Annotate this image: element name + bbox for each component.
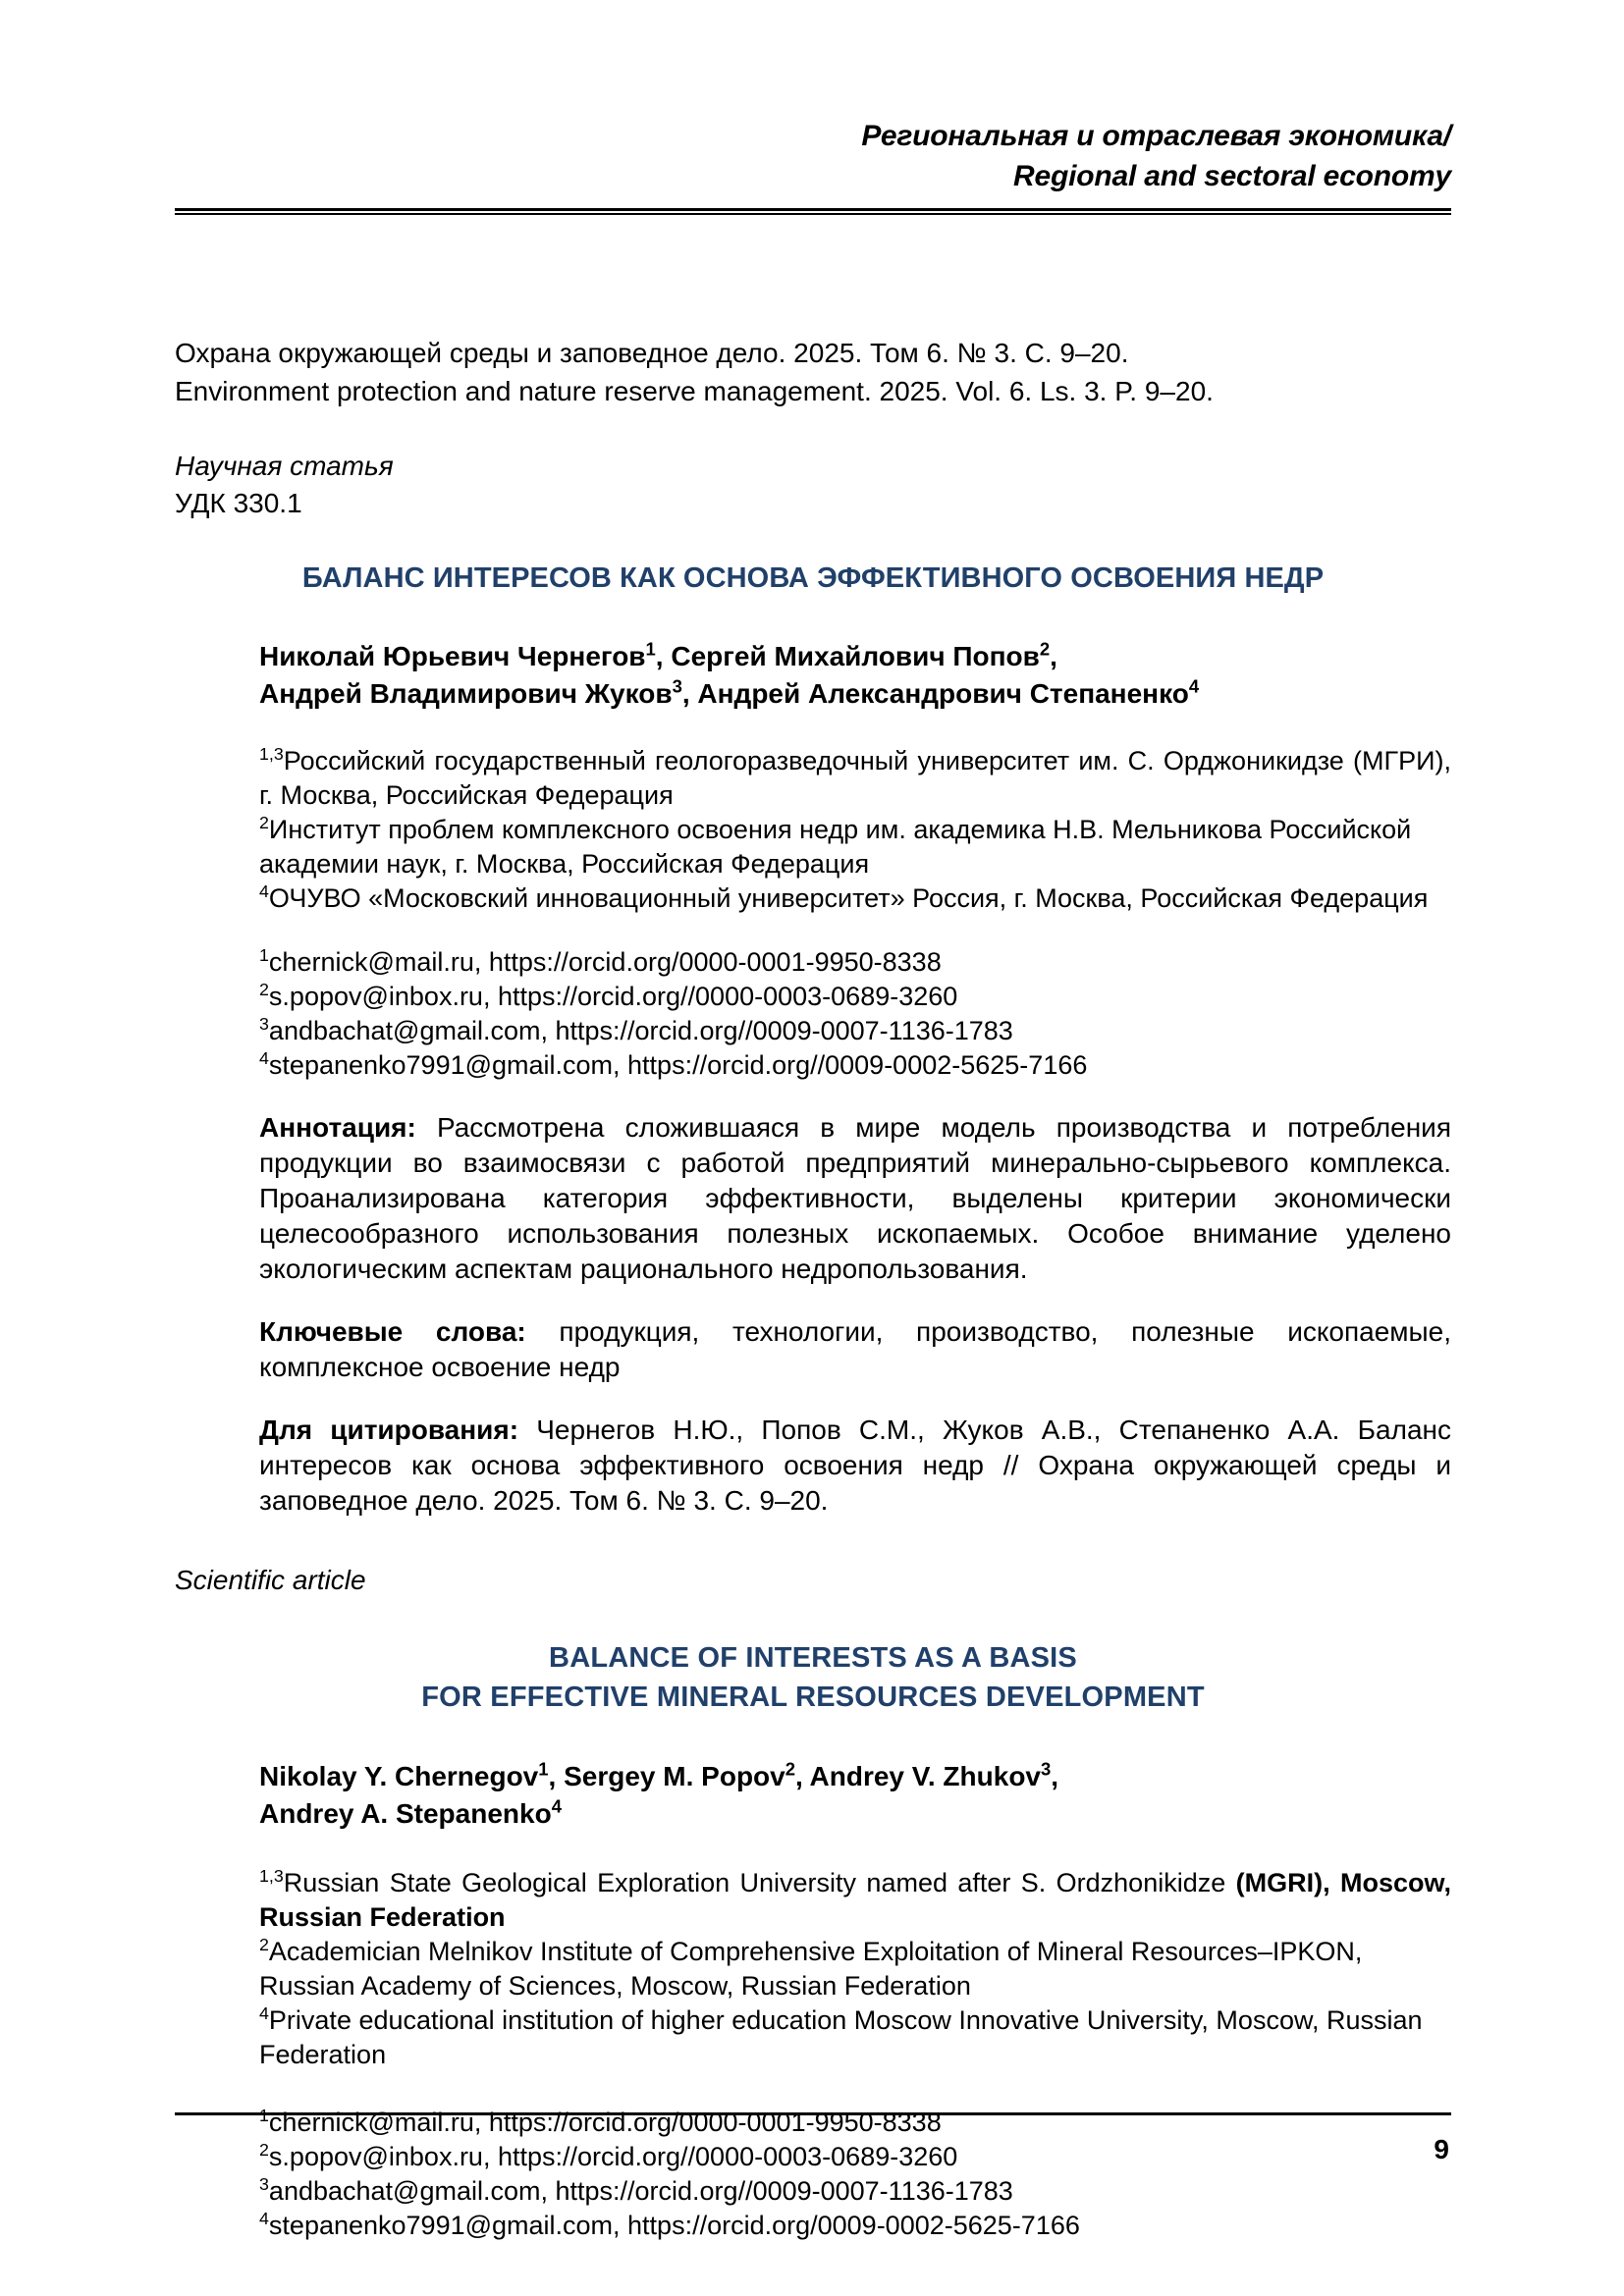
- contact-en-3-text[interactable]: andbachat@gmail.com, https://orcid.org//0009-0007-1136-1783: [268, 2176, 1013, 2206]
- contact-ru-item: [259, 980, 1451, 1014]
- affiliation-en-1-text-bold: (MGRI), Moscow, Russian Federation: [259, 1868, 1451, 1932]
- journal-citation-ru: Охрана окружающей среды и заповедное дело. 2025. Том 6. № 3. С. 9–20.: [175, 338, 1129, 368]
- contact-en-2-marker: 2: [259, 2140, 269, 2160]
- affiliation-ru-2-text: Институт проблем комплексного освоения недр им. академика Н.В. Мельникова Российской академии наук, г. Москва, Российская Федерация: [259, 815, 1412, 879]
- author-en-1-marker: 1: [538, 1758, 549, 1780]
- affiliation-ru-item: [259, 813, 1451, 881]
- contact-ru-1-marker: 1: [259, 945, 269, 965]
- affiliation-en-3-marker: 4: [259, 2003, 269, 2023]
- author-ru-1-marker: 1: [645, 638, 656, 660]
- english-metadata-block: [259, 1758, 1451, 2243]
- authors-en-line-1: [259, 1758, 1451, 1795]
- contact-ru-4-marker: 4: [259, 1048, 269, 1068]
- abstract-ru: [259, 1110, 1451, 1287]
- keywords-ru: [259, 1314, 1451, 1385]
- affiliation-ru-1-marker: 1,3: [259, 744, 284, 764]
- affiliation-en-2-text: Academician Melnikov Institute of Comprehensive Exploitation of Mineral Resources–IPKON, Russian Academy of Sciences, Moscow, Russian Federation: [259, 1937, 1363, 2001]
- contact-ru-item: [259, 1048, 1451, 1083]
- for-citation-label: Для цитирования:: [259, 1415, 519, 1445]
- footer-rule: [175, 2112, 1451, 2115]
- affiliations-ru: [259, 744, 1451, 916]
- for-citation-ru: [259, 1413, 1451, 1519]
- article-type-ru: Научная статья: [175, 451, 394, 481]
- udc-code: УДК 330.1: [175, 488, 302, 518]
- contacts-ru: [259, 945, 1451, 1083]
- journal-citation: [175, 334, 1451, 410]
- author-ru-2-marker: 2: [1039, 638, 1051, 660]
- affiliation-ru-2-marker: 2: [259, 813, 269, 832]
- author-en-1-name: Nikolay Y. Chernegov: [259, 1761, 539, 1791]
- contact-en-3-marker: 3: [259, 2174, 269, 2194]
- page-number: 9: [1434, 2134, 1449, 2164]
- contact-en-1-text[interactable]: chernick@mail.ru, https://orcid.org/0000-0001-9950-8338: [268, 2108, 942, 2137]
- article-title-en: [175, 1638, 1451, 1717]
- affiliation-en-item: [259, 1866, 1451, 1935]
- for-citation-text: Чернегов Н.Ю., Попов С.М., Жуков А.В., Степаненко А.А. Баланс интересов как основа эффективного освоения недр // Охрана окружающей среды и заповедное дело. 2025. Том 6. № 3. С. 9–20.: [259, 1415, 1451, 1516]
- author-ru-4-name: , Андрей Александрович Степаненко: [681, 678, 1189, 709]
- running-head: [175, 116, 1451, 196]
- contact-ru-3-text[interactable]: andbachat@gmail.com, https://orcid.org//0009-0007-1136-1783: [268, 1016, 1013, 1045]
- contact-ru-item: [259, 1014, 1451, 1048]
- article-kicker: [175, 448, 1451, 522]
- author-ru-2-name: , Сергей Михайлович Попов: [655, 641, 1040, 671]
- contact-en-1-marker: 1: [259, 2106, 269, 2125]
- contact-ru-3-marker: 3: [259, 1014, 269, 1034]
- author-ru-3-marker: 3: [672, 675, 682, 697]
- affiliation-ru-1-text: Российский государственный геологоразведочный университет им. С. Орджоникидзе (МГРИ), г. Москва, Российская Федерация: [259, 746, 1451, 810]
- article-content: [175, 334, 1451, 2243]
- contact-ru-1-text[interactable]: chernick@mail.ru, https://orcid.org/0000-0001-9950-8338: [268, 947, 942, 977]
- running-head-line-ru: Региональная и отраслевая экономика/: [861, 120, 1451, 152]
- author-en-3-name: , Andrey V. Zhukov: [795, 1761, 1041, 1791]
- author-ru-3-name: Андрей Владимирович Жуков: [259, 678, 673, 709]
- contact-en-2-text[interactable]: s.popov@inbox.ru, https://orcid.org//0000-0003-0689-3260: [268, 2142, 958, 2171]
- author-ru-4-marker: 4: [1188, 675, 1200, 697]
- article-title-en-line-2: FOR EFFECTIVE MINERAL RESOURCES DEVELOPMENT: [421, 1682, 1205, 1713]
- contact-en-item: [259, 2174, 1451, 2209]
- contact-ru-2-marker: 2: [259, 980, 269, 999]
- affiliation-ru-item: [259, 744, 1451, 813]
- affiliation-en-item: [259, 2003, 1451, 2072]
- contact-ru-4-text[interactable]: stepanenko7991@gmail.com, https://orcid.org//0009-0002-5625-7166: [268, 1050, 1088, 1080]
- header-double-rule: [175, 208, 1451, 215]
- author-en-4-marker: 4: [551, 1795, 562, 1817]
- contact-en-item: [259, 2106, 1451, 2140]
- authors-ru-line-1: [259, 638, 1451, 675]
- affiliation-ru-item: [259, 881, 1451, 916]
- author-en-4-name: Andrey A. Stepanenko: [259, 1798, 552, 1829]
- authors-ru-line-2: [259, 675, 1451, 713]
- article-title-ru: БАЛАНС ИНТЕРЕСОВ КАК ОСНОВА ЭФФЕКТИВНОГО ОСВОЕНИЯ НЕДР: [301, 562, 1325, 594]
- affiliation-ru-3-text: ОЧУВО «Московский инновационный университет» Россия, г. Москва, Российская Федерация: [268, 883, 1429, 913]
- article-title-en-line-1: BALANCE OF INTERESTS AS A BASIS: [549, 1642, 1077, 1674]
- contact-en-4-marker: 4: [259, 2209, 269, 2228]
- contact-en-item: [259, 2140, 1451, 2174]
- authors-en-line-2: [259, 1795, 1451, 1833]
- affiliation-en-item: [259, 1935, 1451, 2003]
- authors-en-line-1-tail: ,: [1051, 1761, 1059, 1791]
- affiliation-en-2-marker: 2: [259, 1935, 269, 1954]
- russian-metadata-block: [259, 638, 1451, 1519]
- affiliation-en-1-marker: 1,3: [259, 1866, 284, 1886]
- authors-ru: [259, 638, 1451, 713]
- author-en-2-name: , Sergey M. Popov: [548, 1761, 785, 1791]
- author-en-3-marker: 3: [1041, 1758, 1052, 1780]
- author-en-2-marker: 2: [785, 1758, 795, 1780]
- affiliations-en: [259, 1866, 1451, 2072]
- keywords-label: Ключевые слова:: [259, 1316, 526, 1347]
- author-ru-1-name: Николай Юрьевич Чернегов: [259, 641, 646, 671]
- abstract-label: Аннотация:: [259, 1112, 416, 1143]
- contact-en-item: [259, 2209, 1451, 2243]
- journal-citation-en: Environment protection and nature reserve management. 2025. Vol. 6. Ls. 3. P. 9–20.: [175, 376, 1214, 406]
- affiliation-ru-3-marker: 4: [259, 881, 269, 901]
- authors-en: [259, 1758, 1451, 1833]
- authors-ru-line-1-tail: ,: [1050, 641, 1057, 671]
- article-type-en: Scientific article: [175, 1565, 366, 1595]
- contacts-en: [259, 2106, 1451, 2243]
- affiliation-en-3-text: Private educational institution of higher education Moscow Innovative University, Moscow, Russian Federation: [259, 2005, 1423, 2069]
- running-head-line-en: Regional and sectoral economy: [1013, 160, 1451, 192]
- keywords-text: продукция, технологии, производство, полезные ископаемые, комплексное освоение недр: [259, 1316, 1451, 1382]
- contact-ru-2-text[interactable]: s.popov@inbox.ru, https://orcid.org//0000-0003-0689-3260: [268, 982, 958, 1011]
- contact-ru-item: [259, 945, 1451, 980]
- abstract-text: Рассмотрена сложившаяся в мире модель производства и потребления продукции во взаимосвязи с работой предприятий минерально-сырьевого комплекса. Проанализирована категория эффективности, выделены критерии экономически целесообразного использования полезных ископаемых. Особое внимание уделено экологическим аспектам рационального недропользования.: [259, 1112, 1451, 1284]
- affiliation-en-1-text: Russian State Geological Exploration University named after S. Ordzhonikidze: [283, 1868, 1236, 1897]
- contact-en-4-text[interactable]: stepanenko7991@gmail.com, https://orcid.org/0009-0002-5625-7166: [268, 2211, 1080, 2240]
